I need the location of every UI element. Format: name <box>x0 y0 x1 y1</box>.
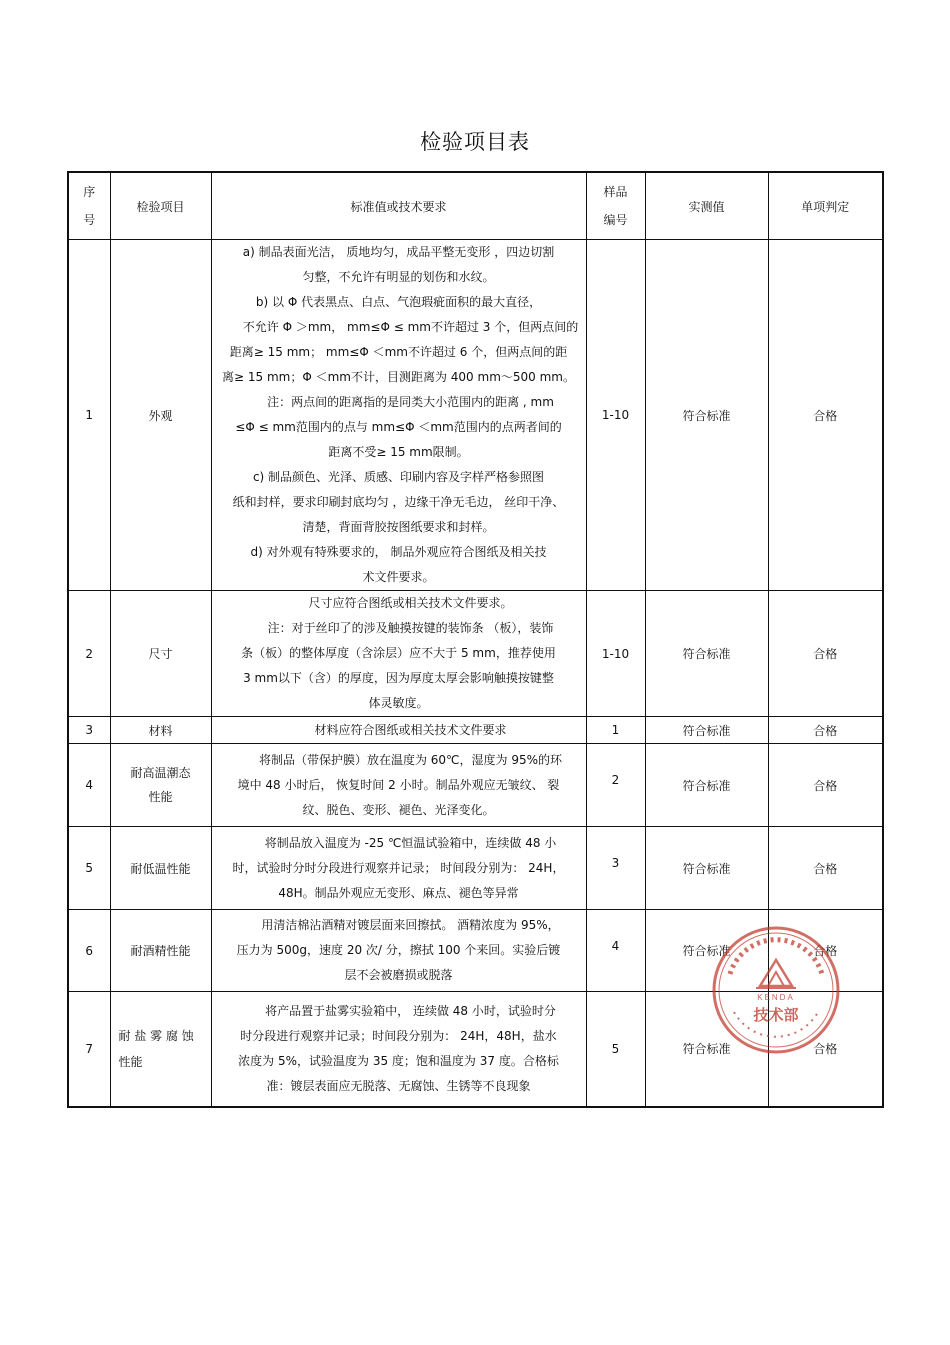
row-no: 5 <box>68 827 110 910</box>
table-row <box>68 240 883 591</box>
row-requirement: 将产品置于盐雾实验箱中， 连续做 48 小时，试验时分 时分段进行观察并记录；时间段分别为： 24H，48H，盐水 浓度为 5%，试验温度为 35 度；饱和温度为 37 度。合格标 准：镀层表面应无脱落、无腐蚀、生锈等不良现象 <box>211 992 586 1107</box>
row-requirement: 用清洁棉沾酒精对镀层面来回擦拭。 酒精浓度为 95%， 压力为 500g，速度 20 次/ 分，擦拭 100 个来回。实验后镀 层不会被磨损或脱落 <box>211 910 586 992</box>
row-sample: 4 <box>586 910 645 992</box>
row-requirement: 将制品（带保护膜）放在温度为 60℃，湿度为 95%的环 境中 48 小时后， 恢复时间 2 小时。制品外观应无皱纹、 裂 纹、脱色、变形、褪色、光泽变化。 <box>211 744 586 827</box>
row-requirement: a) 制品表面光洁， 质地均匀，成品平整无变形 ，四边切割 匀整，不允许有明显的划伤和水纹。 b) 以 Φ 代表黑点、白点、气泡瑕疵面积的最大直径， 不允许 Φ ＞mm， mm≤Φ ≤ mm不许超过 3 个，但两点间的 距离≥ 15 mm； mm≤Φ ＜mm不许超过 6 个，但两点间的距 离≥ 15 mm；Φ ＜mm不计，目测距离为 400 mm～500 mm。 注：两点间的距离指的是同类大小范围内的距离 , mm ≤Φ ≤ mm范围内的点与 mm≤Φ ＜mm范围内的点两者间的 距离不受≥ 15 mm限制。 c) 制品颜色、光泽、质感、印刷内容及字样严格参照图 纸和封样，要求印刷封底均匀 ，边缘干净无毛边， 丝印干净、 清楚，背面背胶按图纸要求和封样。 d) 对外观有特殊要求的， 制品外观应符合图纸及相关技 术文件要求。 <box>211 240 586 591</box>
header-judgment: 单项判定 <box>768 172 883 240</box>
row-item: 外观 <box>110 240 211 591</box>
table-row <box>68 744 883 827</box>
row-no: 3 <box>68 717 110 744</box>
row-judgment: 合格 <box>768 744 883 827</box>
row-judgment: 合格 <box>768 910 883 992</box>
row-requirement: 尺寸应符合图纸或相关技术文件要求。 注：对于丝印了的涉及触摸按键的装饰条 （板），装饰 条（板）的整体厚度（含涂层）应不大于 5 mm，推荐使用 3 mm以下（含）的厚度，因为厚度太厚会影响触摸按键整 体灵敏度。 <box>211 591 586 717</box>
header-requirement: 标准值或技术要求 <box>211 172 586 240</box>
table-row <box>68 992 883 1107</box>
row-judgment: 合格 <box>768 992 883 1107</box>
header-no: 序 号 <box>68 172 110 240</box>
row-judgment: 合格 <box>768 717 883 744</box>
row-no: 4 <box>68 744 110 827</box>
stamp-code: KENDA <box>757 993 795 1002</box>
header-item: 检验项目 <box>110 172 211 240</box>
row-judgment: 合格 <box>768 240 883 591</box>
table-row <box>68 910 883 992</box>
row-sample: 3 <box>586 827 645 910</box>
row-no: 7 <box>68 992 110 1107</box>
row-measured: 符合标准 <box>645 717 768 744</box>
row-item: 耐高温潮态 性能 <box>110 744 211 827</box>
inspection-table <box>67 171 884 1108</box>
row-item: 耐酒精性能 <box>110 910 211 992</box>
row-item: 耐低温性能 <box>110 827 211 910</box>
row-sample: 1 <box>586 717 645 744</box>
row-measured: 符合标准 <box>645 591 768 717</box>
row-no: 1 <box>68 240 110 591</box>
row-requirement: 将制品放入温度为 -25 ℃恒温试验箱中，连续做 48 小 时，试验时分时分段进行观察并记录； 时间段分别为： 24H， 48H。制品外观应无变形、麻点、褪色等异常 <box>211 827 586 910</box>
row-sample: 2 <box>586 744 645 827</box>
row-requirement: 材料应符合图纸或相关技术文件要求 <box>211 717 586 744</box>
header-row <box>68 172 883 240</box>
row-sample: 1-10 <box>586 591 645 717</box>
row-judgment: 合格 <box>768 827 883 910</box>
page-title: 检验项目表 <box>420 130 530 154</box>
row-item: 耐 盐 雾 腐 蚀 性能 <box>110 992 211 1107</box>
header-sample: 样品 编号 <box>586 172 645 240</box>
table-row <box>68 827 883 910</box>
row-judgment: 合格 <box>768 591 883 717</box>
row-sample: 5 <box>586 992 645 1107</box>
row-measured: 符合标准 <box>645 992 768 1107</box>
table-row <box>68 591 883 717</box>
row-no: 6 <box>68 910 110 992</box>
row-measured: 符合标准 <box>645 827 768 910</box>
row-measured: 符合标准 <box>645 744 768 827</box>
header-measured: 实测值 <box>645 172 768 240</box>
row-measured: 符合标准 <box>645 910 768 992</box>
stamp-dept: 技术部 <box>753 1006 799 1024</box>
row-item: 材料 <box>110 717 211 744</box>
row-item: 尺寸 <box>110 591 211 717</box>
row-sample: 1-10 <box>586 240 645 591</box>
table-row <box>68 717 883 744</box>
row-no: 2 <box>68 591 110 717</box>
row-measured: 符合标准 <box>645 240 768 591</box>
